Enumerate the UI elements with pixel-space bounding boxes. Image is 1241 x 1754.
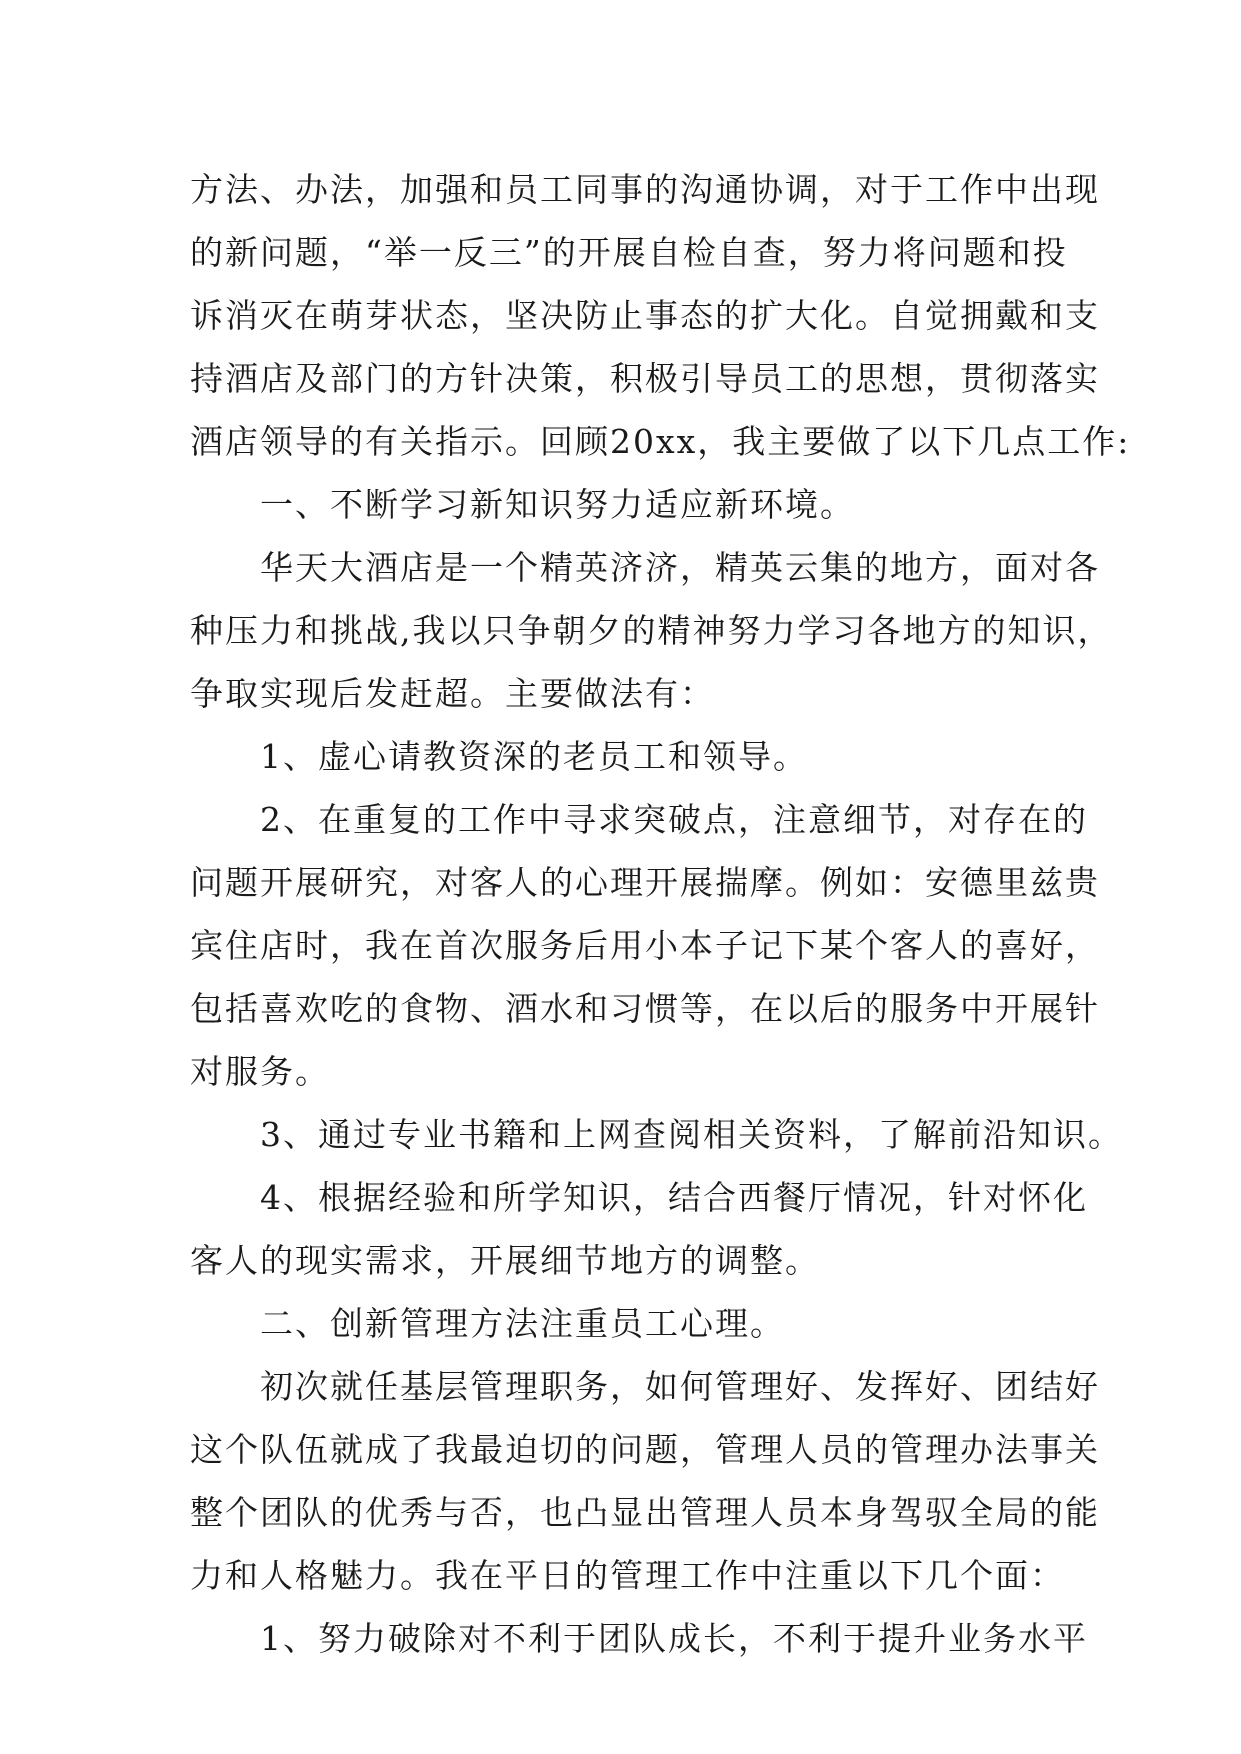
text-line: 争取实现后发赶超。主要做法有： [190,674,715,713]
text-line: 整个团队的优秀与否，也凸显出管理人员本身驾驭全局的能 [190,1493,1100,1532]
text-line: 宾住店时，我在首次服务后用小本子记下某个客人的喜好， [190,926,1100,965]
text-line: 初次就任基层管理职务，如何管理好、发挥好、团结好 [260,1367,1100,1406]
text-line: 客人的现实需求，开展细节地方的调整。 [190,1241,820,1280]
text-line: 诉消灭在萌芽状态，坚决防止事态的扩大化。自觉拥戴和支 [190,296,1100,335]
text-line: 对服务。 [190,1052,330,1091]
text-line: 这个队伍就成了我最迫切的问题，管理人员的管理办法事关 [190,1430,1100,1469]
text-line: 二、创新管理方法注重员工心理。 [260,1304,785,1343]
text-line: 问题开展研究，对客人的心理开展揣摩。例如：安德里兹贵 [190,863,1100,902]
text-line: 3、通过专业书籍和上网查阅相关资料，了解前沿知识。 [260,1115,1123,1154]
text-line: 一、不断学习新知识努力适应新环境。 [260,485,855,524]
text-line: 力和人格魅力。我在平日的管理工作中注重以下几个面： [190,1556,1065,1595]
text-line: 1、努力破除对不利于团队成长，不利于提升业务水平 [260,1619,1088,1658]
text-line: 持酒店及部门的方针决策，积极引导员工的思想，贯彻落实 [190,359,1100,398]
text-line: 方法、办法，加强和员工同事的沟通协调，对于工作中出现 [190,170,1100,209]
text-line: 2、在重复的工作中寻求突破点，注意细节，对存在的 [260,800,1088,839]
text-line: 4、根据经验和所学知识，结合西餐厅情况，针对怀化 [260,1178,1088,1217]
text-line: 酒店领导的有关指示。回顾20xx，我主要做了以下几点工作: [190,422,1131,461]
document-body [190,158,1131,1670]
text-line: 种压力和挑战,我以只争朝夕的精神努力学习各地方的知识， [190,611,1113,650]
text-line: 的新问题，“举一反三”的开展自检自查，努力将问题和投 [190,233,1068,272]
text-line: 1、虚心请教资深的老员工和领导。 [260,737,808,776]
text-line: 华天大酒店是一个精英济济，精英云集的地方，面对各 [260,548,1100,587]
text-line: 包括喜欢吃的食物、酒水和习惯等，在以后的服务中开展针 [190,989,1100,1028]
